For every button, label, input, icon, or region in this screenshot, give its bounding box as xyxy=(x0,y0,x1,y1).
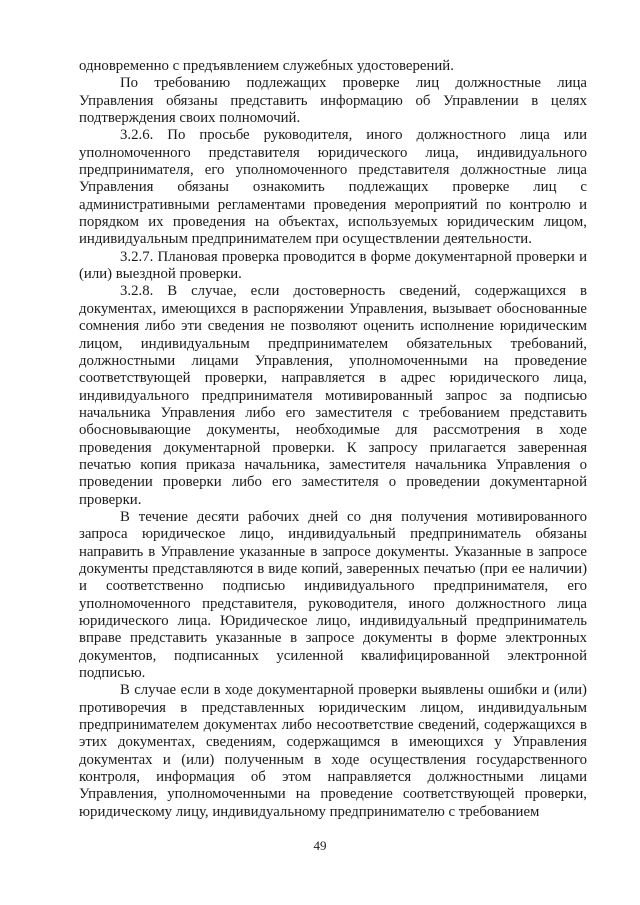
paragraph-credentials-info: По требованию подлежащих проверке лиц должностные лица Управления обязаны представить информацию об Управлении в целях подтверждения своих полномочий. xyxy=(79,75,587,127)
page-number: 49 xyxy=(313,838,327,853)
paragraph-ten-days: В течение десяти рабочих дней со дня получения мотивированного запроса юридическое лицо, индивидуальный предприниматель обязаны направить в Управление указанные в запросе документы. Указанные в запросе документы представляются в виде копий, заверенных печатью (при ее наличии) и соответственно подписью индивидуального предпринимателя, его уполномоченного представителя, руководителя, иного должностного лица юридического лица. Юридическое лицо, индивидуальный предприниматель вправе представить указанные в запросе документы в форме электронных документов, подписанных усиленной квалифицированной электронной подписью. xyxy=(79,508,587,682)
paragraph-3-2-7: 3.2.7. Плановая проверка проводится в форме документарной проверки и (или) выездной проверки. xyxy=(79,248,587,283)
document-body xyxy=(79,58,587,821)
paragraph-3-2-6: 3.2.6. По просьбе руководителя, иного должностного лица или уполномоченного представителя юридического лица, индивидуального предпринимателя, его уполномоченного представителя должностные лица Управления обязаны ознакомить подлежащих проверке лиц с административными регламентами проведения мероприятий по контролю и порядком их проведения на объектах, используемых юридическим лицом, индивидуальным предпринимателем при осуществлении деятельности. xyxy=(79,127,587,248)
paragraph-continuation: одновременно с предъявлением служебных удостоверений. xyxy=(79,58,454,74)
paragraph-errors: В случае если в ходе документарной проверки выявлены ошибки и (или) противоречия в представленных юридическим лицом, индивидуальным предпринимателем документах либо несоответствие сведений, содержащихся в этих документах, сведениям, содержащимся в имеющихся у Управления документах и (или) полученным в ходе осуществления государственного контроля, информация об этом направляется должностными лицами Управления, уполномоченными на проведение соответствующей проверки, юридическому лицу, индивидуальному предпринимателю с требованием xyxy=(79,682,587,820)
paragraph-3-2-8: 3.2.8. В случае, если достоверность сведений, содержащихся в документах, имеющихся в распоряжении Управления, вызывает обоснованные сомнения либо эти сведения не позволяют оценить исполнение юридическим лицом, индивидуальным предпринимателем обязательных требований, должностными лицами Управления, уполномоченными на проведение соответствующей проверки, направляется в адрес юридического лица, индивидуального предпринимателя мотивированный запрос за подписью начальника Управления либо его заместителя с требованием представить обосновывающие документы, необходимые для рассмотрения в ходе проведения документарной проверки. К запросу прилагается заверенная печатью копия приказа начальника, заместителя начальника Управления о проведении проверки либо его заместителя о проведении документарной проверки. xyxy=(79,283,587,508)
